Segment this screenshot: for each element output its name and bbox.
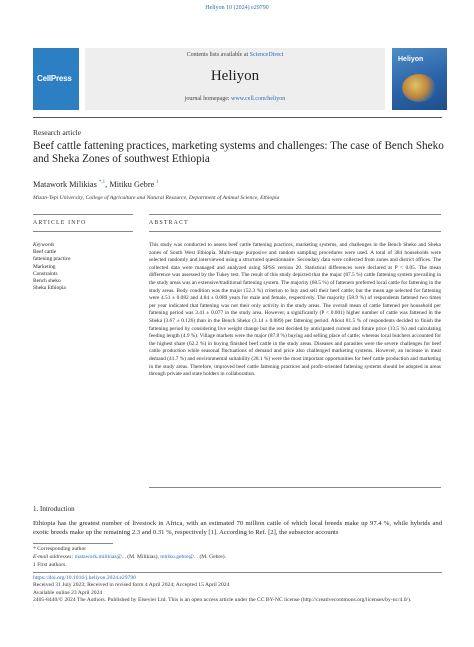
article-meta [33, 575, 442, 604]
abstract-header: ABSTRACT [149, 220, 189, 226]
abstract-text: This study was conducted to assess beef cattle fattening practices, marketing systems, and challenges in the Bench Sheko and Sheka zones of South West Ethiopia. Multi-stage purposive and random sampling procedures were used. A total of 384 households were selected randomly and interviewed using a structured questionnaire. Secondary data were collected from zones and district offices. The collected data were managed and analyzed using SPSS version 20. Statistical differences were declared at P < 0.05. The mean difference was assessed by the Tukey test. The result of this study depicted that the major (87.5 %) cattle fattening system prevailing in the study areas was an extensive/traditional fattening system. The majority (68.5 %) of fatteners preferred local cattle for fattening in the study areas. Body condition was the major (52.3 %) criterion to buy and sell their beef cattle; but the mean age selected for fattening were 4.51 ± 0.082 and 4.84 ± 0.089 years for male and female, respectively. The majority (58.9 %) of respondents fattened two times per year indicated that fattening was not their only activity in the study areas. The overall mean of cattle fattened per household per fattening period was 3.41 ± 0.077 in the study area. However, a significantly (P < 0.001) higher number of cattle was fattened in the Sheka (3.67 ± 0.126) than in the Bench Sheko (3.14 ± 0.089) per fattening period. About 81.5 % of respondents decided to finish the fattening period by considering live weight change but the rest decided by anticipated current and future price (13.5 %) and calculating feeding length (4.9 %). Village markets were the major (87.8 %) buying and selling place of cattle; whereas local butchers accounted for the highest share (62.2 %) in buying finished beef cattle in the study areas. Diseases and parasites were the severe challenges for beef cattle production while seasonal fluctuations of demand and price also challenged marketing systems. However, an increase in meat demand (41.7 %) and environmental suitability (28.1 %) were the most important opportunities for beef cattle production and marketing in the study areas. Therefore, improved beef cattle fattening practices and profit-oriented fattening systems should be adopted in areas through private and state holders in collaboration. [149, 242, 441, 378]
footnote-corresponding: * Corresponding author [33, 546, 87, 552]
keywords-block [33, 242, 133, 292]
article-info-rule [33, 214, 133, 215]
received-dates: Received 31 July 2023; Received in revised form 4 April 2024; Accepted 15 April 2024 [33, 582, 230, 589]
keyword: Constraints [33, 270, 58, 277]
contents-prefix: Contents lists available at [186, 52, 249, 58]
section-heading: 1. Introduction [33, 505, 75, 513]
journal-cover[interactable] [392, 48, 447, 110]
email-owner: (M. Gebre). [199, 554, 226, 560]
contents-line [85, 52, 385, 58]
doi-link[interactable]: https://doi.org/10.1016/j.heliyon.2024.e29790 [33, 575, 136, 581]
footnote-rule [33, 543, 113, 544]
sciencedirect-link[interactable]: ScienceDirect [249, 52, 284, 58]
author-name[interactable]: Mitiku Gebre [109, 180, 155, 189]
footnote-emails [33, 554, 442, 561]
email-link[interactable]: matawork.milikias@... [74, 554, 126, 560]
cover-image [402, 74, 436, 102]
journal-masthead [33, 48, 447, 110]
email-label: E-mail addresses: [33, 554, 74, 560]
keyword: Bench sheko [33, 278, 61, 285]
homepage-prefix: journal homepage: [184, 96, 230, 102]
author-name[interactable]: Matawork Milikias [33, 180, 97, 189]
cover-title: Heliyon [398, 56, 424, 63]
author-marks[interactable]: 1 [156, 180, 159, 186]
abstract-end-rule [149, 487, 441, 488]
keyword: fattening practice [33, 256, 71, 263]
keywords-label: Keywords [33, 242, 55, 248]
article-info-rule [33, 231, 133, 232]
footnote-first-authors: 1 First authors. [33, 562, 67, 568]
author-marks[interactable]: *,1 [98, 180, 106, 186]
license-text: 2405-8440/© 2024 The Authors. Published by Elsevier Ltd. This is an open access article under the CC BY-NC license (http://creativecommons.org/licenses/by-nc/4.0/). [33, 596, 412, 603]
email-link[interactable]: mitiku.gebre@... [160, 554, 199, 560]
homepage-line [85, 96, 385, 102]
bottom-rule [33, 572, 442, 573]
intro-paragraph: Ethiopia has the greatest number of livestock in Africa, with an estimated 70 million cattle of which local breeds make up 97.4 %, while hybrids and exotic breeds make up the remaining 2.3 and 0.31 %, respectively [1]. According to Ref. [2], the subsector accounts [33, 520, 442, 536]
masthead-center [85, 48, 385, 110]
abstract-rule [149, 231, 441, 232]
abstract-rule [149, 214, 441, 215]
homepage-link[interactable]: www.cell.com/heliyon [231, 96, 286, 102]
email-owner: (M. Milikias), [127, 554, 159, 560]
affiliation: Mizan-Tepi University, College of Agriculture and Natural Resource, Department of Animal Science, Ethiopia [33, 195, 280, 201]
running-header: Heliyon 10 (2024) e29790 [205, 5, 269, 11]
keyword: Sheka Ethiopia [33, 285, 66, 292]
available-date: Available online 23 April 2024 [33, 589, 103, 596]
cellpress-logo[interactable] [33, 48, 79, 110]
keyword: Marketing [33, 263, 56, 270]
article-title: Beef cattle fattening practices, marketing systems and challenges: The case of Bench Sheko and Sheka Zones of southwest Ethiopia [33, 140, 444, 166]
cellpress-logo-text: CellPress [37, 74, 72, 83]
article-info-header: ARTICLE INFO [33, 220, 87, 226]
article-type: Research article [33, 128, 82, 137]
journal-name: Heliyon [210, 68, 260, 84]
author-separator: , [105, 180, 108, 189]
keyword: Beef cattle [33, 249, 57, 256]
author-list [33, 180, 159, 189]
masthead-rule [33, 117, 442, 118]
